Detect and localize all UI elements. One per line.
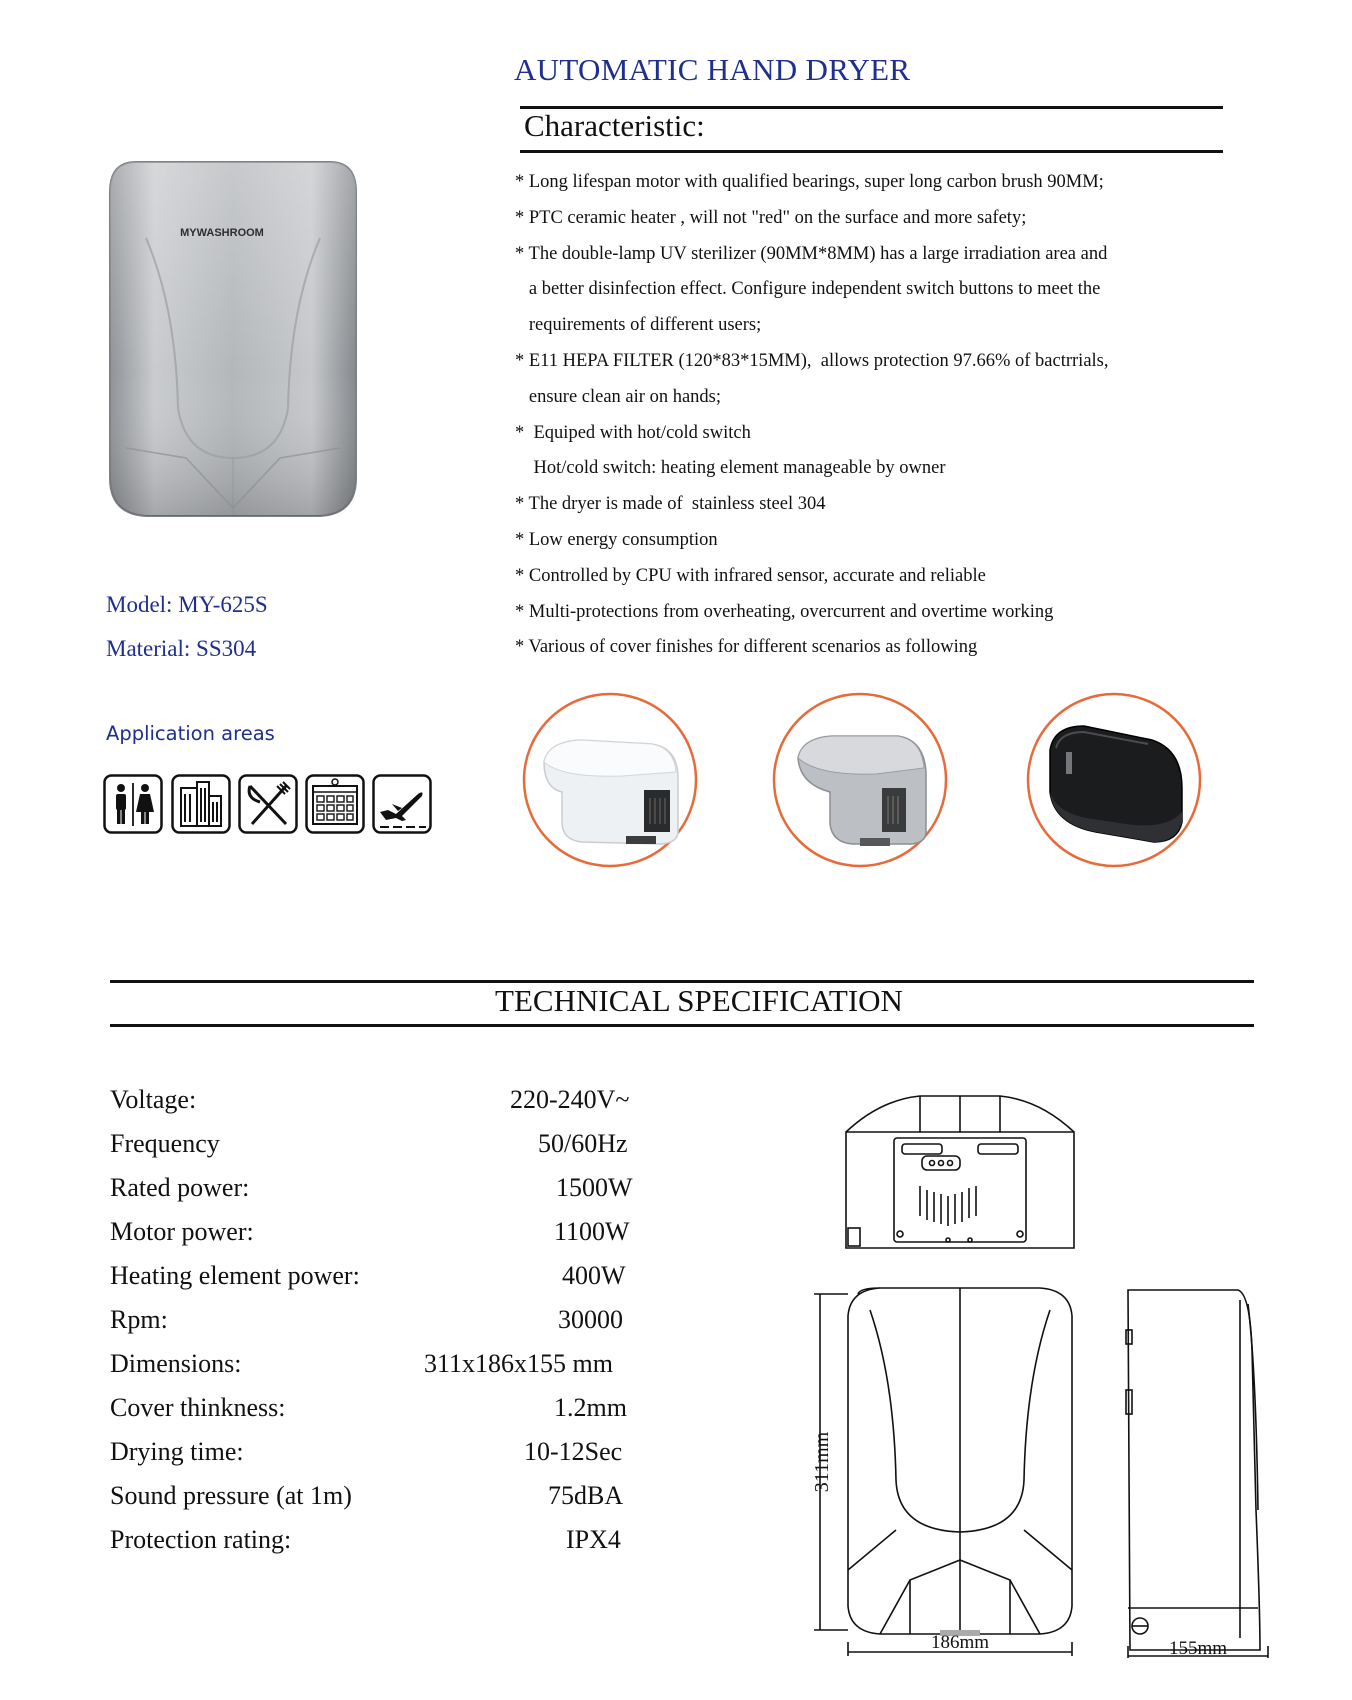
hotel-icon [305,774,365,834]
feature-item: * E11 HEPA FILTER (120*83*15MM), allows protection 97.66% of bactrrials, [515,350,1109,371]
restroom-icon [103,774,163,834]
spec-value-heating-power: 400W [562,1261,626,1290]
characteristic-heading: Characteristic: [524,108,705,143]
spec-label-voltage: Voltage: [110,1085,197,1114]
spec-label-sound-pressure: Sound pressure (at 1m) [110,1481,352,1510]
feature-item: a better disinfection effect. Configure independent switch buttons to meet the [515,279,1101,300]
office-building-icon [171,774,231,834]
feature-item: * Multi-protections from overheating, overcurrent and overtime working [515,601,1054,622]
feature-item: ensure clean air on hands; [515,386,721,407]
spec-value-motor-power: 1100W [554,1217,630,1246]
feature-item: * Various of cover finishes for different scenarios as following [515,637,978,658]
spec-label-drying-time: Drying time: [110,1437,244,1466]
spec-label-cover-thickness: Cover thinkness: [110,1393,286,1422]
brand-logo: MYWASHROOM [180,227,264,239]
feature-item: * Controlled by CPU with infrared sensor, accurate and reliable [515,565,986,586]
spec-value-protection-rating: IPX4 [566,1525,621,1554]
model-label: Model: MY-625S [106,592,268,617]
side-view-drawing [1126,1290,1268,1658]
spec-label-protection-rating: Protection rating: [110,1525,292,1554]
spec-value-cover-thickness: 1.2mm [554,1393,627,1422]
airport-icon [372,774,432,834]
black-finish-image [1026,692,1202,868]
width-dimension-label: 186mm [930,1632,990,1653]
bottom-view-drawing [846,1096,1074,1248]
white-finish-image [522,692,698,868]
spec-value-sound-pressure: 75dBA [548,1481,624,1510]
page-title: AUTOMATIC HAND DRYER [514,52,911,87]
feature-item: requirements of different users; [515,315,762,336]
spec-label-dimensions: Dimensions: [110,1349,242,1378]
feature-item: * PTC ceramic heater , will not "red" on the surface and more safety; [515,207,1027,228]
spec-label-rated-power: Rated power: [110,1173,250,1202]
technical-specification-title: TECHNICAL SPECIFICATION [495,983,903,1018]
material-label: Material: SS304 [106,636,257,661]
spec-label-rpm: Rpm: [110,1305,168,1334]
feature-item: Hot/cold switch: heating element manageable by owner [515,458,946,479]
spec-value-rpm: 30000 [558,1305,623,1334]
product-photo [106,158,360,520]
front-view-drawing [814,1288,1072,1656]
spec-label-frequency: Frequency [110,1129,220,1158]
feature-item: * Low energy consumption [515,529,718,550]
spec-value-frequency: 50/60Hz [538,1129,628,1158]
feature-item: * Long lifespan motor with qualified bearings, super long carbon brush 90MM; [515,172,1104,192]
feature-item: * The dryer is made of stainless steel 304 [515,494,826,515]
feature-item: * The double-lamp UV sterilizer (90MM*8MM) has a large irradiation area and [515,243,1108,264]
technical-drawing [770,1090,1290,1660]
spec-value-drying-time: 10-12Sec [524,1437,623,1466]
spec-value-rated-power: 1500W [556,1173,633,1202]
depth-dimension-label: 155mm [1168,1638,1228,1659]
spec-value-voltage: 220-240V~ [510,1085,630,1114]
spec-value-dimensions: 311x186x155 mm [424,1349,613,1378]
feature-list [515,165,1215,666]
tech-rule-bottom [110,1024,1254,1027]
feature-item: * Equiped with hot/cold switch [515,422,751,443]
title-rule-bottom [520,150,1223,153]
silver-finish-image [772,692,948,868]
spec-label-motor-power: Motor power: [110,1217,254,1246]
restaurant-icon [238,774,298,834]
height-dimension-label: 311mm [811,1431,833,1493]
application-areas-title: Application areas [106,722,275,745]
spec-label-heating-power: Heating element power: [110,1261,360,1290]
